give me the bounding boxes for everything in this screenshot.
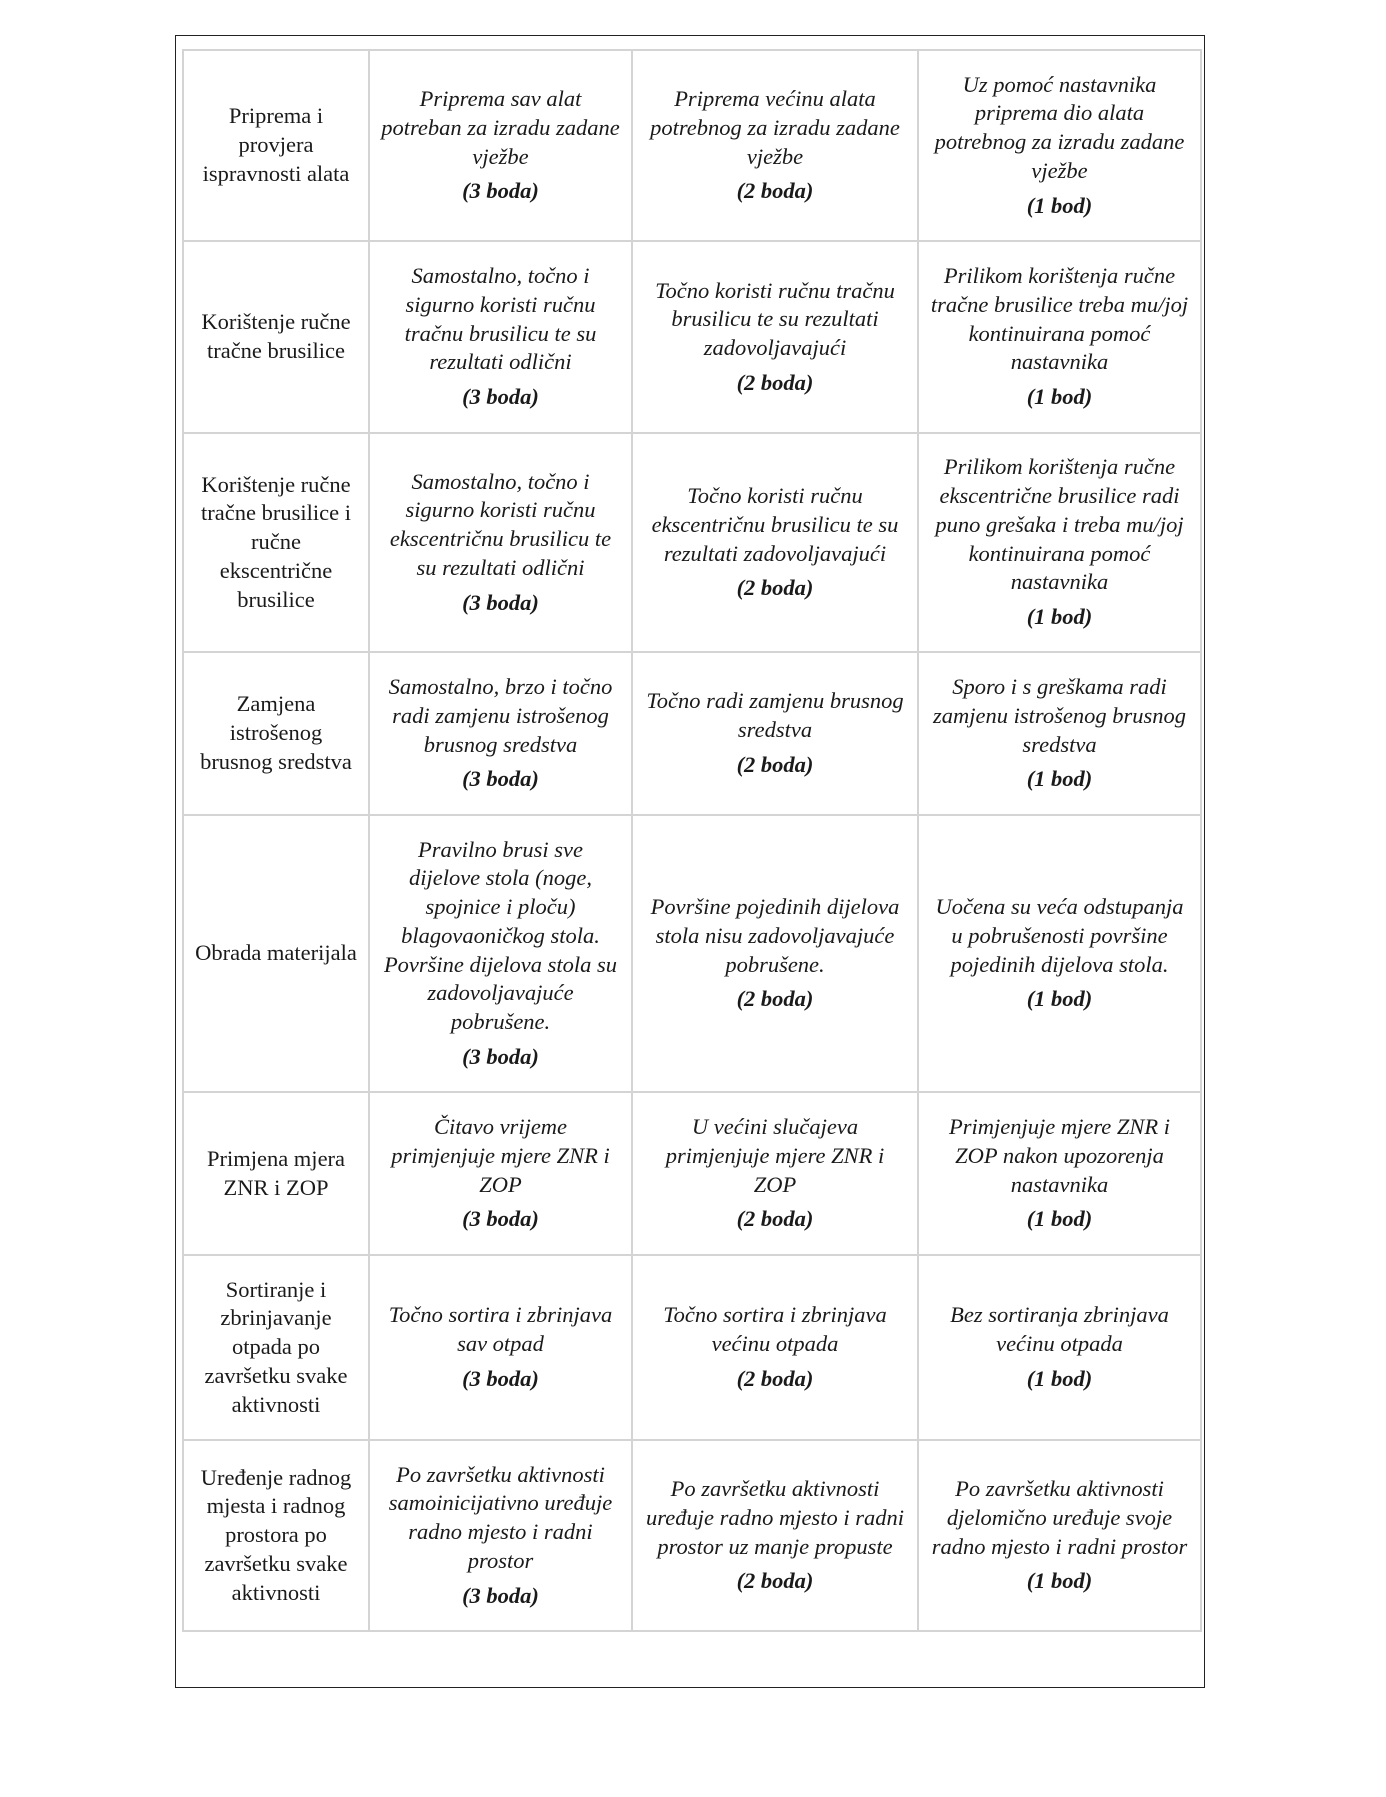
table-row — [183, 652, 1201, 815]
level-cell — [632, 241, 918, 433]
level-points: (2 boda) — [736, 986, 814, 1012]
level-description: Samostalno, brzo i točno radi zamjenu istrošenog brusnog sredstva — [388, 674, 613, 757]
rubric-table — [182, 49, 1202, 1632]
level-points: (2 boda) — [736, 575, 814, 601]
table-row — [183, 1092, 1201, 1255]
level-points: (3 boda) — [462, 178, 539, 204]
table-row — [183, 50, 1201, 241]
level-description: Uočena su veća odstupanja u pobrušenosti površine pojedinih dijelova stola. — [935, 894, 1184, 977]
level-points: (1 bod) — [1026, 192, 1093, 218]
criterion-cell: Korištenje ručne tračne brusilice — [183, 241, 369, 433]
level-points: (3 boda) — [462, 1365, 539, 1391]
level-cell — [918, 1440, 1201, 1631]
level-description: Pravilno brusi sve dijelove stola (noge, spojnice i ploču) blagovaoničkog stola. Površine dijelova stola su zadovoljavajuće pobrušene. — [383, 836, 618, 1034]
level-points: (1 bod) — [1026, 1365, 1093, 1391]
level-cell — [918, 815, 1201, 1092]
table-row — [183, 1440, 1201, 1631]
level-cell — [369, 241, 632, 433]
level-cell — [369, 652, 632, 815]
level-description: Prilikom korištenja ručne tračne brusilice treba mu/joj kontinuirana pomoć nastavnika — [930, 263, 1189, 375]
level-points: (3 boda) — [462, 766, 539, 792]
table-row — [183, 815, 1201, 1092]
level-description: Točno sortira i zbrinjava većinu otpada — [663, 1302, 887, 1357]
level-description: Čitavo vrijeme primjenjuje mjere ZNR i ZOP — [391, 1114, 610, 1197]
criterion-cell: Uređenje radnog mjesta i radnog prostora po završetku svake aktivnosti — [183, 1440, 369, 1631]
level-points: (2 boda) — [736, 369, 814, 395]
level-cell — [632, 50, 918, 241]
level-points: (2 boda) — [736, 178, 814, 204]
level-cell — [369, 815, 632, 1092]
level-cell — [918, 433, 1201, 652]
level-points: (1 bod) — [1026, 1206, 1093, 1232]
level-description: U većini slučajeva primjenjuje mjere ZNR i ZOP — [665, 1114, 885, 1197]
level-cell — [632, 1440, 918, 1631]
level-points: (1 bod) — [1026, 986, 1093, 1012]
level-description: Točno radi zamjenu brusnog sredstva — [646, 688, 904, 743]
level-cell — [369, 433, 632, 652]
table-row — [183, 241, 1201, 433]
level-cell — [369, 1440, 632, 1631]
level-points: (1 bod) — [1026, 603, 1093, 629]
level-cell — [918, 241, 1201, 433]
level-description: Uz pomoć nastavnika priprema dio alata potrebnog za izradu zadane vježbe — [934, 71, 1185, 183]
level-cell — [918, 652, 1201, 815]
table-row — [183, 433, 1201, 652]
level-cell — [369, 50, 632, 241]
level-cell — [918, 50, 1201, 241]
level-description: Po završetku aktivnosti djelomično uređuje svoje radno mjesto i radni prostor — [931, 1476, 1188, 1559]
level-points: (3 boda) — [462, 384, 539, 410]
level-description: Prilikom korištenja ručne ekscentrične brusilice radi puno grešaka i treba mu/joj kontinuirana pomoć nastavnika — [935, 454, 1184, 595]
level-cell — [369, 1092, 632, 1255]
level-description: Točno koristi ručnu tračnu brusilicu te su rezultati zadovoljavajući — [655, 277, 895, 360]
level-points: (2 boda) — [736, 1365, 814, 1391]
criterion-cell: Korištenje ručne tračne brusilice i ručne ekscentrične brusilice — [183, 433, 369, 652]
level-cell — [632, 1092, 918, 1255]
level-cell — [632, 433, 918, 652]
level-description: Priprema većinu alata potrebnog za izradu zadane vježbe — [650, 86, 900, 169]
level-description: Točno sortira i zbrinjava sav otpad — [388, 1302, 613, 1357]
level-description: Samostalno, točno i sigurno koristi ručnu ekscentričnu brusilicu te su rezultati odlični — [389, 468, 612, 580]
level-points: (2 boda) — [736, 751, 814, 777]
level-points: (3 boda) — [462, 589, 539, 615]
level-cell — [632, 1255, 918, 1440]
level-description: Sporo i s greškama radi zamjenu istrošenog brusnog sredstva — [933, 674, 1186, 757]
level-cell — [918, 1255, 1201, 1440]
level-description: Primjenjuje mjere ZNR i ZOP nakon upozorenja nastavnika — [948, 1114, 1170, 1197]
level-points: (2 boda) — [736, 1568, 814, 1594]
level-cell — [632, 652, 918, 815]
criterion-cell: Priprema i provjera ispravnosti alata — [183, 50, 369, 241]
level-description: Površine pojedinih dijelova stola nisu zadovoljavajuće pobrušene. — [650, 894, 900, 977]
level-cell — [369, 1255, 632, 1440]
level-points: (2 boda) — [736, 1206, 814, 1232]
level-points: (1 bod) — [1026, 384, 1093, 410]
criterion-cell: Primjena mjera ZNR i ZOP — [183, 1092, 369, 1255]
table-row — [183, 1255, 1201, 1440]
level-description: Po završetku aktivnosti uređuje radno mjesto i radni prostor uz manje propuste — [646, 1476, 904, 1559]
level-description: Samostalno, točno i sigurno koristi ručnu tračnu brusilicu te su rezultati odlični — [404, 263, 597, 375]
criterion-cell: Zamjena istrošenog brusnog sredstva — [183, 652, 369, 815]
level-cell — [918, 1092, 1201, 1255]
criterion-cell: Obrada materijala — [183, 815, 369, 1092]
level-description: Priprema sav alat potreban za izradu zadane vježbe — [381, 86, 620, 169]
level-points: (1 bod) — [1026, 1568, 1093, 1594]
level-description: Po završetku aktivnosti samoinicijativno uređuje radno mjesto i radni prostor — [388, 1461, 613, 1573]
level-description: Bez sortiranja zbrinjava većinu otpada — [950, 1302, 1169, 1357]
level-points: (3 boda) — [462, 1206, 539, 1232]
level-points: (1 bod) — [1026, 766, 1093, 792]
level-cell — [632, 815, 918, 1092]
level-points: (3 boda) — [462, 1043, 539, 1069]
criterion-cell: Sortiranje i zbrinjavanje otpada po završetku svake aktivnosti — [183, 1255, 369, 1440]
level-points: (3 boda) — [462, 1582, 539, 1608]
level-description: Točno koristi ručnu ekscentričnu brusilicu te su rezultati zadovoljavajući — [651, 483, 899, 566]
